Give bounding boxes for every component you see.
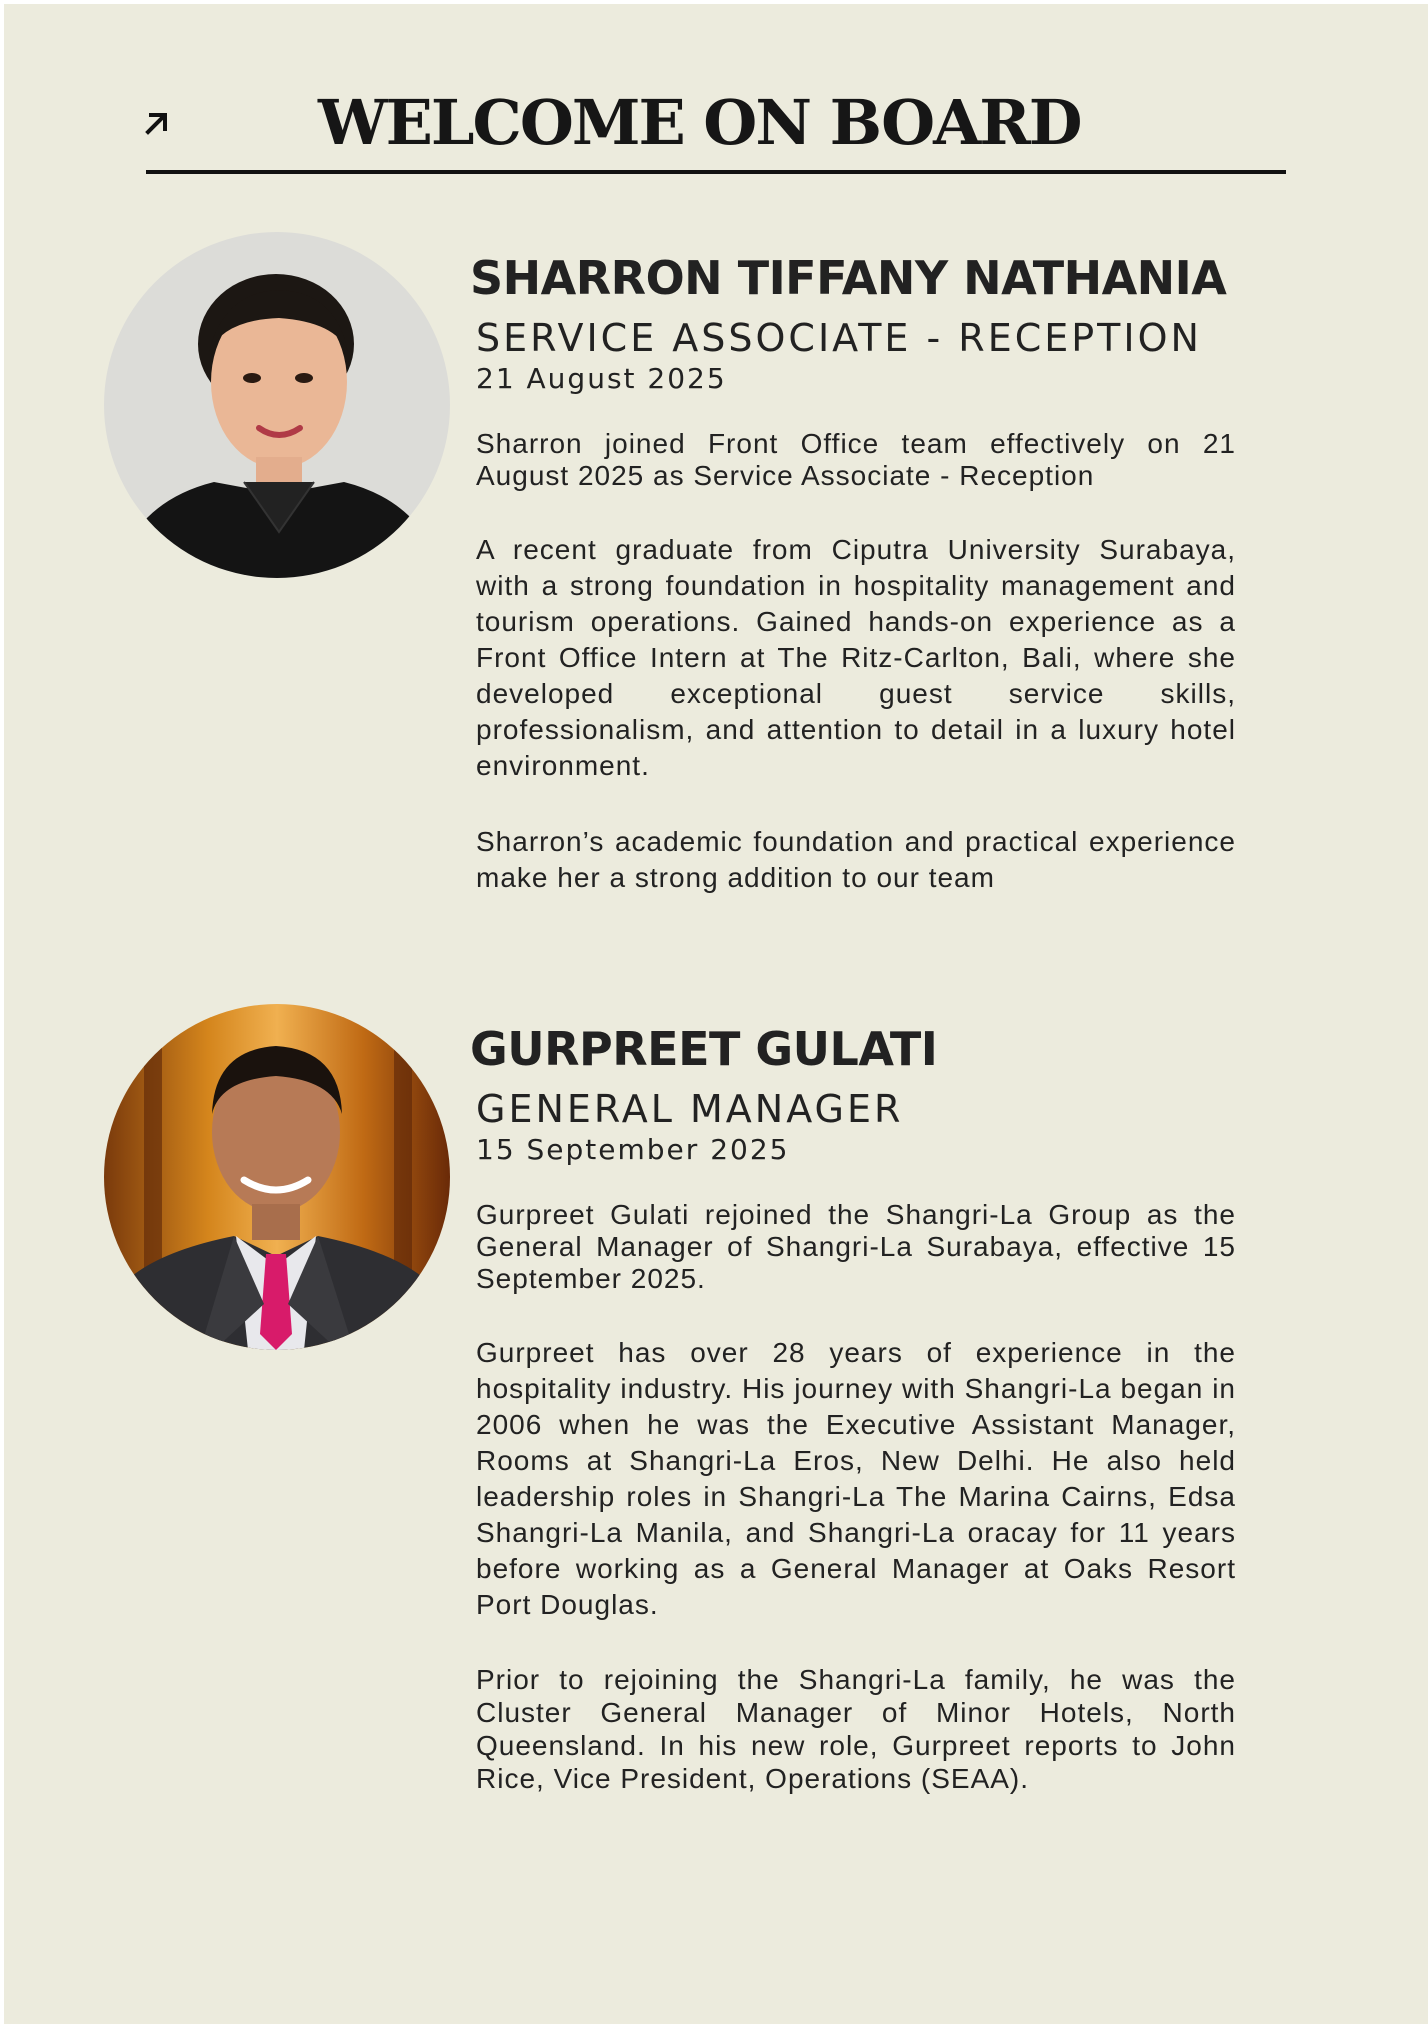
profile-photo-sharron bbox=[104, 232, 450, 578]
profile-photo-gurpreet bbox=[104, 1004, 450, 1350]
profile-name: GURPREET GULATI bbox=[470, 1022, 938, 1076]
profile-name: SHARRON TIFFANY NATHANIA bbox=[470, 251, 1227, 305]
portrait-man-image bbox=[104, 1004, 450, 1350]
title-divider bbox=[146, 170, 1286, 174]
profile-role: GENERAL MANAGER bbox=[476, 1087, 904, 1131]
page-title: WELCOME ON BOARD bbox=[318, 86, 1081, 159]
profile-background: A recent graduate from Ciputra University Surabaya, with a strong foundation in hospitality management and tourism operations. Gained hands-on experience as a Front Office Intern at The Ritz-Carlton, Bali, where she developed exceptional guest service skills, professionalism, and attention to detail in a luxury hotel environment. bbox=[476, 534, 1236, 781]
profile-gurpreet bbox=[470, 1021, 1236, 1795]
profile-intro: Gurpreet Gulati rejoined the Shangri-La Group as the General Manager of Shangri-La Surabaya, effective 15 September 2025. bbox=[476, 1199, 1236, 1294]
arrow-up-right-icon bbox=[142, 108, 172, 138]
profile-role: SERVICE ASSOCIATE - RECEPTION bbox=[476, 316, 1202, 360]
profile-background: Gurpreet has over 28 years of experience in the hospitality industry. His journey with Shangri-La began in 2006 when he was the Executive Assistant Manager, Rooms at Shangri-La Eros, New Delhi. He also held leadership roles in Shangri-La The Marina Cairns, Edsa Shangri-La Manila, and Shangri-La oracay for 11 years before working as a General Manager at Oaks Resort Port Douglas. bbox=[476, 1337, 1236, 1620]
profile-summary: Sharron’s academic foundation and practical experience make her a strong addition to our team bbox=[476, 826, 1236, 893]
profile-start-date: 15 September 2025 bbox=[476, 1133, 790, 1166]
profile-summary: Prior to rejoining the Shangri-La family, he was the Cluster General Manager of Minor Hotels, North Queensland. In his new role, Gurpreet reports to John Rice, Vice President, Operations (SEAA). bbox=[476, 1664, 1236, 1794]
profile-start-date: 21 August 2025 bbox=[476, 362, 727, 395]
portrait-woman-image bbox=[104, 232, 450, 578]
profile-intro: Sharron joined Front Office team effectively on 21 August 2025 as Service Associate - Reception bbox=[476, 428, 1236, 491]
page bbox=[4, 4, 1428, 2024]
profile-sharron bbox=[470, 250, 1236, 896]
